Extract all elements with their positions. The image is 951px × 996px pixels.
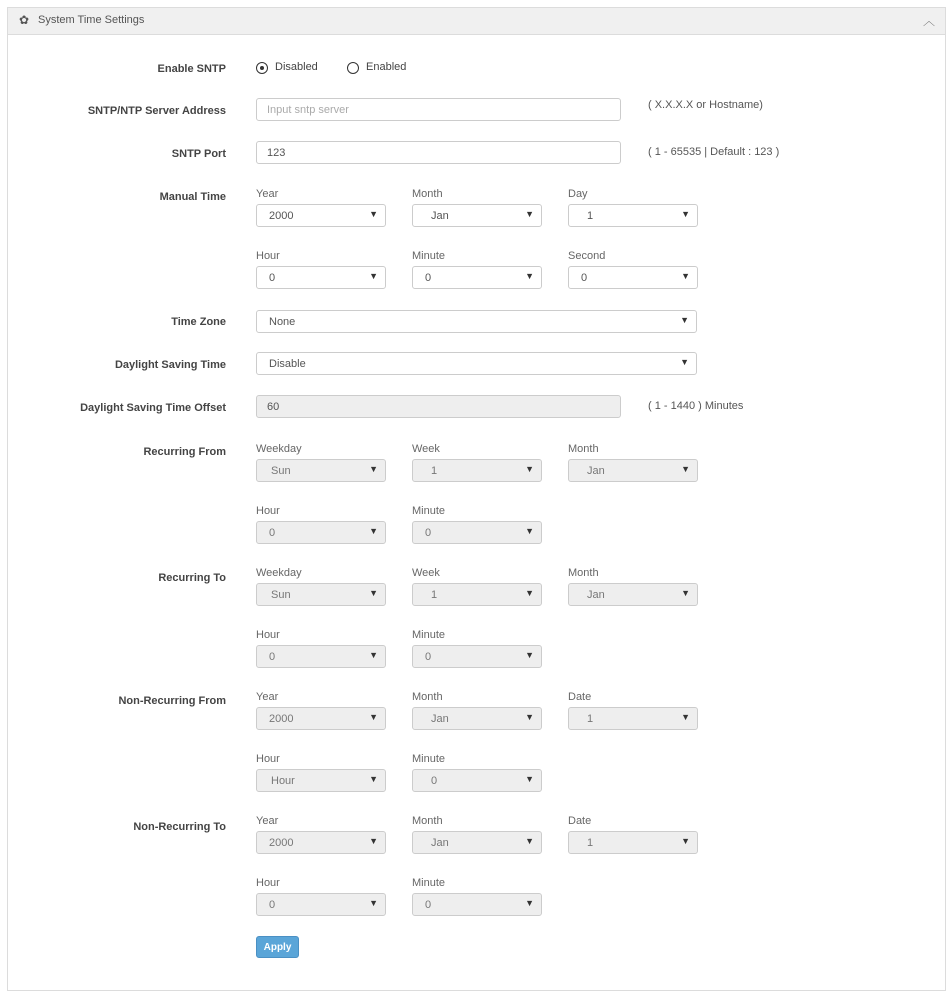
caret-down-icon: ▼ bbox=[525, 526, 534, 536]
rt-hour-label: Hour bbox=[256, 629, 280, 641]
nonrecurring-to-label: Non-Recurring To bbox=[133, 821, 226, 833]
manual-year-value: 2000 bbox=[269, 210, 294, 222]
manual-second-value: 0 bbox=[581, 272, 588, 284]
rt-minute-value: 0 bbox=[425, 651, 432, 663]
manual-year-label: Year bbox=[256, 188, 279, 200]
manual-second-label: Second bbox=[568, 250, 606, 262]
manual-month-value: Jan bbox=[431, 210, 449, 222]
caret-down-icon: ▼ bbox=[680, 315, 689, 325]
nrt-hour-label: Hour bbox=[256, 877, 280, 889]
nrf-month-select[interactable] bbox=[412, 707, 542, 730]
caret-down-icon: ▼ bbox=[369, 271, 378, 281]
chevron-up-icon[interactable]: ︿ bbox=[922, 14, 935, 28]
server-address-input[interactable]: Input sntp server bbox=[256, 98, 621, 121]
caret-down-icon: ▼ bbox=[369, 898, 378, 908]
caret-down-icon: ▼ bbox=[681, 464, 690, 474]
rf-minute-label: Minute bbox=[412, 505, 446, 517]
rt-weekday-label: Weekday bbox=[256, 567, 302, 579]
caret-down-icon: ▼ bbox=[369, 774, 378, 784]
rt-week-label: Week bbox=[412, 567, 440, 579]
caret-down-icon: ▼ bbox=[525, 774, 534, 784]
rf-minute-value: 0 bbox=[425, 527, 432, 539]
manual-hour-label: Hour bbox=[256, 250, 280, 262]
panel-title: System Time Settings bbox=[38, 14, 145, 26]
manual-hour-value: 0 bbox=[269, 272, 276, 284]
rt-month-value: Jan bbox=[587, 589, 605, 601]
nrf-date-value: 1 bbox=[587, 713, 594, 725]
nrt-year-select[interactable] bbox=[256, 831, 386, 854]
caret-down-icon: ▼ bbox=[680, 357, 689, 367]
rf-hour-value: 0 bbox=[269, 527, 276, 539]
manual-day-value: 1 bbox=[587, 210, 594, 222]
caret-down-icon: ▼ bbox=[525, 836, 534, 846]
panel-header[interactable] bbox=[8, 8, 945, 35]
rt-week-select[interactable] bbox=[412, 583, 542, 606]
dst-offset-hint: ( 1 - 1440 ) Minutes bbox=[648, 400, 744, 412]
server-address-hint: ( X.X.X.X or Hostname) bbox=[648, 99, 763, 111]
rf-weekday-select[interactable] bbox=[256, 459, 386, 482]
rf-month-value: Jan bbox=[587, 465, 605, 477]
caret-down-icon: ▼ bbox=[525, 588, 534, 598]
nrf-date-label: Date bbox=[568, 691, 592, 703]
rf-week-select[interactable] bbox=[412, 459, 542, 482]
sntp-port-label: SNTP Port bbox=[171, 148, 226, 160]
nrt-hour-select[interactable] bbox=[256, 893, 386, 916]
manual-minute-value: 0 bbox=[425, 272, 432, 284]
nrt-date-value: 1 bbox=[587, 837, 594, 849]
caret-down-icon: ▼ bbox=[681, 836, 690, 846]
rt-month-label: Month bbox=[568, 567, 599, 579]
nrf-minute-value: 0 bbox=[431, 775, 438, 787]
manual-minute-select[interactable] bbox=[412, 266, 542, 289]
nrt-hour-value: 0 bbox=[269, 899, 276, 911]
recurring-from-label: Recurring From bbox=[143, 446, 226, 458]
nrf-date-select[interactable] bbox=[568, 707, 698, 730]
manual-hour-select[interactable] bbox=[256, 266, 386, 289]
rf-hour-select[interactable] bbox=[256, 521, 386, 544]
manual-year-select[interactable] bbox=[256, 204, 386, 227]
time-zone-select[interactable] bbox=[256, 310, 697, 333]
rf-week-value: 1 bbox=[431, 465, 438, 477]
caret-down-icon: ▼ bbox=[369, 712, 378, 722]
caret-down-icon: ▼ bbox=[369, 836, 378, 846]
rf-hour-label: Hour bbox=[256, 505, 280, 517]
rt-hour-value: 0 bbox=[269, 651, 276, 663]
manual-day-select[interactable] bbox=[568, 204, 698, 227]
dst-select[interactable] bbox=[256, 352, 697, 375]
rt-month-select[interactable] bbox=[568, 583, 698, 606]
nrf-month-value: Jan bbox=[431, 713, 449, 725]
time-zone-value: None bbox=[269, 316, 296, 328]
caret-down-icon: ▼ bbox=[525, 271, 534, 281]
dst-label: Daylight Saving Time bbox=[114, 359, 226, 371]
apply-button[interactable]: Apply bbox=[256, 936, 299, 958]
server-address-label: SNTP/NTP Server Address bbox=[87, 105, 226, 117]
sntp-enabled-label: Enabled bbox=[366, 61, 407, 73]
caret-down-icon: ▼ bbox=[681, 588, 690, 598]
caret-down-icon: ▼ bbox=[369, 209, 378, 219]
caret-down-icon: ▼ bbox=[525, 712, 534, 722]
nrf-hour-value: Hour bbox=[271, 775, 295, 787]
nrt-month-select[interactable] bbox=[412, 831, 542, 854]
nrt-year-label: Year bbox=[256, 815, 279, 827]
dst-offset-input[interactable]: 60 bbox=[256, 395, 621, 418]
nrt-month-label: Month bbox=[412, 815, 443, 827]
caret-down-icon: ▼ bbox=[681, 712, 690, 722]
sntp-enabled-radio[interactable] bbox=[347, 62, 359, 74]
rt-weekday-value: Sun bbox=[271, 589, 291, 601]
nrf-month-label: Month bbox=[412, 691, 443, 703]
nrf-year-label: Year bbox=[256, 691, 279, 703]
rf-week-label: Week bbox=[412, 443, 440, 455]
caret-down-icon: ▼ bbox=[681, 209, 690, 219]
rf-month-label: Month bbox=[568, 443, 599, 455]
rf-weekday-value: Sun bbox=[271, 465, 291, 477]
caret-down-icon: ▼ bbox=[525, 650, 534, 660]
nrf-year-value: 2000 bbox=[269, 713, 294, 725]
rf-weekday-label: Weekday bbox=[256, 443, 302, 455]
rt-week-value: 1 bbox=[431, 589, 438, 601]
rf-minute-select[interactable] bbox=[412, 521, 542, 544]
manual-month-select[interactable] bbox=[412, 204, 542, 227]
nrt-year-value: 2000 bbox=[269, 837, 294, 849]
nrt-minute-value: 0 bbox=[425, 899, 432, 911]
nrf-minute-label: Minute bbox=[412, 753, 446, 765]
manual-day-label: Day bbox=[568, 188, 588, 200]
caret-down-icon: ▼ bbox=[525, 898, 534, 908]
nrf-year-select[interactable] bbox=[256, 707, 386, 730]
nrf-hour-label: Hour bbox=[256, 753, 280, 765]
enable-sntp-label: Enable SNTP bbox=[157, 63, 226, 75]
nrt-month-value: Jan bbox=[431, 837, 449, 849]
manual-second-select[interactable] bbox=[568, 266, 698, 289]
caret-down-icon: ▼ bbox=[369, 650, 378, 660]
manual-month-label: Month bbox=[412, 188, 443, 200]
nrf-minute-select[interactable] bbox=[412, 769, 542, 792]
nonrecurring-from-label: Non-Recurring From bbox=[118, 695, 226, 707]
caret-down-icon: ▼ bbox=[525, 464, 534, 474]
caret-down-icon: ▼ bbox=[369, 464, 378, 474]
rf-month-select[interactable] bbox=[568, 459, 698, 482]
sntp-disabled-radio[interactable] bbox=[256, 62, 268, 74]
manual-time-label: Manual Time bbox=[159, 191, 226, 203]
caret-down-icon: ▼ bbox=[681, 271, 690, 281]
sntp-port-hint: ( 1 - 65535 | Default : 123 ) bbox=[648, 146, 780, 158]
nrf-hour-select[interactable] bbox=[256, 769, 386, 792]
manual-minute-label: Minute bbox=[412, 250, 446, 262]
rt-minute-select[interactable] bbox=[412, 645, 542, 668]
caret-down-icon: ▼ bbox=[525, 209, 534, 219]
time-zone-label: Time Zone bbox=[171, 316, 226, 328]
nrt-date-select[interactable] bbox=[568, 831, 698, 854]
dst-value: Disable bbox=[269, 358, 306, 370]
rt-minute-label: Minute bbox=[412, 629, 446, 641]
nrt-date-label: Date bbox=[568, 815, 592, 827]
rt-weekday-select[interactable] bbox=[256, 583, 386, 606]
sntp-disabled-label: Disabled bbox=[275, 61, 318, 73]
caret-down-icon: ▼ bbox=[369, 588, 378, 598]
nrt-minute-label: Minute bbox=[412, 877, 446, 889]
caret-down-icon: ▼ bbox=[369, 526, 378, 536]
dst-offset-label: Daylight Saving Time Offset bbox=[80, 402, 226, 414]
rt-hour-select[interactable] bbox=[256, 645, 386, 668]
gear-icon: ✿ bbox=[19, 13, 30, 27]
nrt-minute-select[interactable] bbox=[412, 893, 542, 916]
recurring-to-label: Recurring To bbox=[158, 572, 226, 584]
sntp-port-input[interactable]: 123 bbox=[256, 141, 621, 164]
